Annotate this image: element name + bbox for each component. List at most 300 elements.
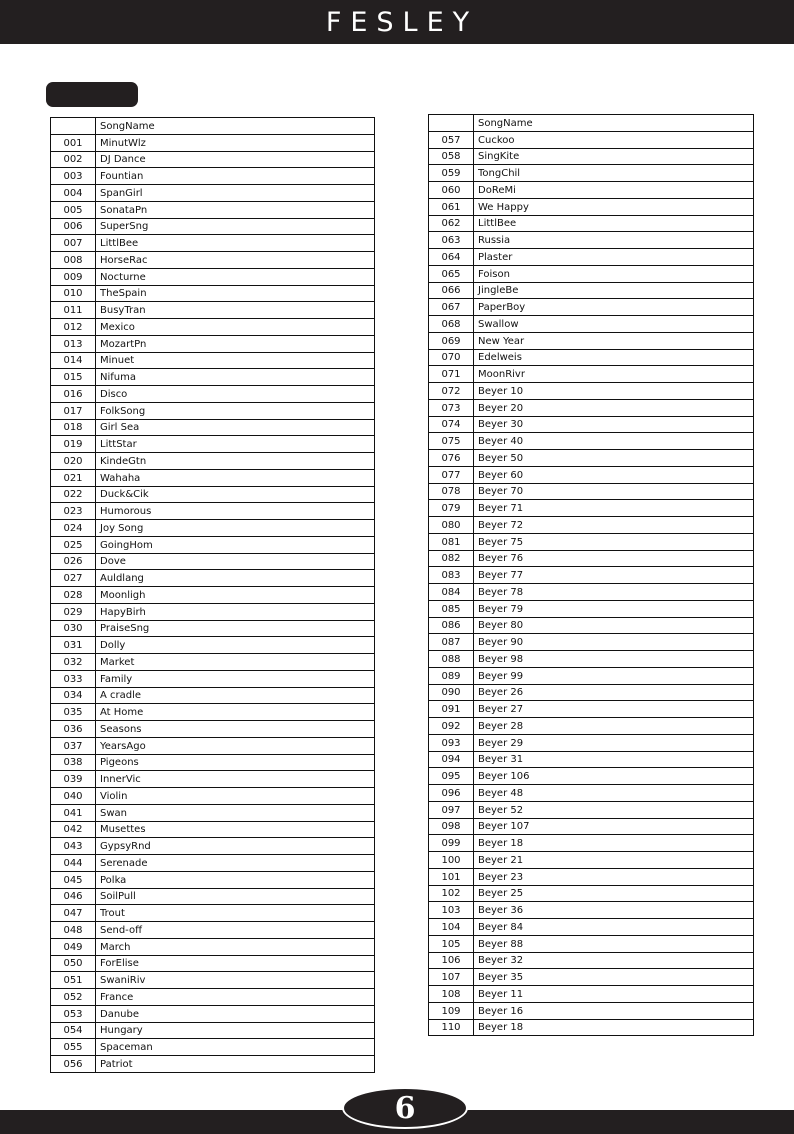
song-name-cell: Swan bbox=[96, 804, 375, 821]
table-row bbox=[429, 232, 754, 249]
song-name-cell: InnerVic bbox=[96, 771, 375, 788]
song-name-cell: New Year bbox=[474, 332, 754, 349]
table-row bbox=[51, 134, 375, 151]
table-row bbox=[429, 634, 754, 651]
table-row bbox=[429, 667, 754, 684]
song-number-cell: 100 bbox=[429, 852, 474, 869]
song-name-cell: HapyBirh bbox=[96, 603, 375, 620]
song-number-cell: 102 bbox=[429, 885, 474, 902]
song-number-cell: 032 bbox=[51, 654, 96, 671]
song-number-cell: 088 bbox=[429, 651, 474, 668]
song-number-cell: 055 bbox=[51, 1039, 96, 1056]
song-number-cell: 057 bbox=[429, 131, 474, 148]
song-name-cell: Beyer 21 bbox=[474, 852, 754, 869]
table-row bbox=[429, 533, 754, 550]
song-name-cell: LittlBee bbox=[474, 215, 754, 232]
song-name-cell: Beyer 16 bbox=[474, 1002, 754, 1019]
song-name-cell: Edelweis bbox=[474, 349, 754, 366]
table-row bbox=[51, 402, 375, 419]
song-name-cell: Joy Song bbox=[96, 520, 375, 537]
table-row bbox=[51, 185, 375, 202]
song-name-cell: SwaniRiv bbox=[96, 972, 375, 989]
song-number-cell: 107 bbox=[429, 969, 474, 986]
song-number-cell: 019 bbox=[51, 436, 96, 453]
song-number-cell: 110 bbox=[429, 1019, 474, 1036]
song-number-cell: 013 bbox=[51, 335, 96, 352]
song-name-cell: Beyer 50 bbox=[474, 450, 754, 467]
song-number-cell: 005 bbox=[51, 201, 96, 218]
song-name-cell: Hungary bbox=[96, 1022, 375, 1039]
song-name-cell: Beyer 76 bbox=[474, 550, 754, 567]
song-number-cell: 054 bbox=[51, 1022, 96, 1039]
song-number-cell: 073 bbox=[429, 399, 474, 416]
song-name-cell: DoReMi bbox=[474, 182, 754, 199]
song-name-cell: MinutWlz bbox=[96, 134, 375, 151]
table-row bbox=[51, 486, 375, 503]
song-number-cell: 082 bbox=[429, 550, 474, 567]
table-header-row bbox=[51, 118, 375, 135]
song-number-cell: 095 bbox=[429, 768, 474, 785]
table-row bbox=[429, 265, 754, 282]
table-row bbox=[429, 282, 754, 299]
table-row bbox=[51, 419, 375, 436]
song-number-cell: 061 bbox=[429, 198, 474, 215]
table-row bbox=[51, 888, 375, 905]
table-row bbox=[51, 972, 375, 989]
table-row bbox=[51, 637, 375, 654]
table-row bbox=[51, 721, 375, 738]
table-row bbox=[429, 316, 754, 333]
song-number-cell: 011 bbox=[51, 302, 96, 319]
song-name-cell: GoingHom bbox=[96, 536, 375, 553]
song-number-cell: 039 bbox=[51, 771, 96, 788]
song-name-cell: SonataPn bbox=[96, 201, 375, 218]
table-row bbox=[51, 804, 375, 821]
song-number-cell: 086 bbox=[429, 617, 474, 634]
song-name-cell: SoilPull bbox=[96, 888, 375, 905]
song-number-cell: 014 bbox=[51, 352, 96, 369]
song-list-table-right bbox=[428, 114, 754, 1036]
song-name-cell: YearsAgo bbox=[96, 737, 375, 754]
table-row bbox=[429, 249, 754, 266]
table-row bbox=[429, 868, 754, 885]
table-row bbox=[51, 989, 375, 1006]
table-row bbox=[51, 754, 375, 771]
song-number-cell: 077 bbox=[429, 466, 474, 483]
song-number-cell: 074 bbox=[429, 416, 474, 433]
table-row bbox=[51, 1039, 375, 1056]
song-name-cell: SpanGirl bbox=[96, 185, 375, 202]
table-row bbox=[51, 771, 375, 788]
song-name-cell: Dolly bbox=[96, 637, 375, 654]
song-name-cell: Swallow bbox=[474, 316, 754, 333]
song-name-cell: Foison bbox=[474, 265, 754, 282]
song-number-cell: 075 bbox=[429, 433, 474, 450]
song-number-cell: 079 bbox=[429, 500, 474, 517]
table-row bbox=[51, 603, 375, 620]
song-number-cell: 038 bbox=[51, 754, 96, 771]
song-name-cell: Beyer 18 bbox=[474, 835, 754, 852]
song-list-table-left bbox=[50, 117, 375, 1073]
table-row bbox=[51, 821, 375, 838]
table-row bbox=[51, 453, 375, 470]
song-number-cell: 010 bbox=[51, 285, 96, 302]
song-name-cell: Girl Sea bbox=[96, 419, 375, 436]
song-name-cell: France bbox=[96, 989, 375, 1006]
song-name-cell: Beyer 35 bbox=[474, 969, 754, 986]
song-name-cell: Beyer 27 bbox=[474, 701, 754, 718]
song-name-cell: Beyer 88 bbox=[474, 935, 754, 952]
table-row bbox=[429, 198, 754, 215]
page-number-badge bbox=[342, 1087, 468, 1129]
table-row bbox=[51, 955, 375, 972]
song-name-cell: Humorous bbox=[96, 503, 375, 520]
table-row bbox=[429, 785, 754, 802]
song-name-cell: Disco bbox=[96, 386, 375, 403]
song-name-cell: Mexico bbox=[96, 319, 375, 336]
song-number-cell: 018 bbox=[51, 419, 96, 436]
song-name-cell: MozartPn bbox=[96, 335, 375, 352]
song-name-cell: Beyer 84 bbox=[474, 919, 754, 936]
table-row bbox=[429, 584, 754, 601]
song-name-cell: Beyer 99 bbox=[474, 667, 754, 684]
song-name-cell: A cradle bbox=[96, 687, 375, 704]
song-number-cell: 089 bbox=[429, 667, 474, 684]
table-row bbox=[51, 168, 375, 185]
song-name-cell: Beyer 77 bbox=[474, 567, 754, 584]
table-row bbox=[429, 902, 754, 919]
brand-logo: FESLEY bbox=[325, 6, 479, 38]
table-row bbox=[429, 500, 754, 517]
header-number-cell bbox=[51, 118, 96, 135]
table-row bbox=[429, 986, 754, 1003]
table-row bbox=[429, 617, 754, 634]
song-name-cell: Beyer 48 bbox=[474, 785, 754, 802]
table-row bbox=[429, 852, 754, 869]
song-number-cell: 002 bbox=[51, 151, 96, 168]
song-number-cell: 025 bbox=[51, 536, 96, 553]
song-name-cell: Beyer 60 bbox=[474, 466, 754, 483]
song-number-cell: 098 bbox=[429, 818, 474, 835]
table-row bbox=[51, 855, 375, 872]
song-number-cell: 072 bbox=[429, 383, 474, 400]
table-row bbox=[51, 553, 375, 570]
table-row bbox=[429, 383, 754, 400]
song-number-cell: 017 bbox=[51, 402, 96, 419]
table-row bbox=[429, 215, 754, 232]
song-name-cell: Beyer 28 bbox=[474, 718, 754, 735]
song-name-cell: PraiseSng bbox=[96, 620, 375, 637]
song-name-cell: Duck&Cik bbox=[96, 486, 375, 503]
song-number-cell: 020 bbox=[51, 453, 96, 470]
song-name-cell: KindeGtn bbox=[96, 453, 375, 470]
table-row bbox=[429, 818, 754, 835]
song-number-cell: 035 bbox=[51, 704, 96, 721]
song-name-cell: FolkSong bbox=[96, 402, 375, 419]
song-number-cell: 023 bbox=[51, 503, 96, 520]
song-name-cell: Wahaha bbox=[96, 469, 375, 486]
song-name-cell: Beyer 40 bbox=[474, 433, 754, 450]
song-number-cell: 090 bbox=[429, 684, 474, 701]
table-row bbox=[51, 938, 375, 955]
song-name-cell: Plaster bbox=[474, 249, 754, 266]
song-name-cell: Beyer 80 bbox=[474, 617, 754, 634]
table-row bbox=[51, 536, 375, 553]
song-number-cell: 056 bbox=[51, 1056, 96, 1073]
table-row bbox=[51, 252, 375, 269]
table-row bbox=[429, 450, 754, 467]
table-row bbox=[429, 148, 754, 165]
table-row bbox=[51, 503, 375, 520]
song-number-cell: 041 bbox=[51, 804, 96, 821]
song-name-cell: Seasons bbox=[96, 721, 375, 738]
song-number-cell: 084 bbox=[429, 584, 474, 601]
table-row bbox=[429, 466, 754, 483]
song-number-cell: 048 bbox=[51, 922, 96, 939]
song-number-cell: 104 bbox=[429, 919, 474, 936]
song-name-cell: TheSpain bbox=[96, 285, 375, 302]
song-number-cell: 004 bbox=[51, 185, 96, 202]
song-number-cell: 050 bbox=[51, 955, 96, 972]
song-name-cell: BusyTran bbox=[96, 302, 375, 319]
song-number-cell: 063 bbox=[429, 232, 474, 249]
table-row bbox=[429, 801, 754, 818]
song-name-cell: JingleBe bbox=[474, 282, 754, 299]
table-row bbox=[51, 352, 375, 369]
song-number-cell: 024 bbox=[51, 520, 96, 537]
song-number-cell: 068 bbox=[429, 316, 474, 333]
song-number-cell: 070 bbox=[429, 349, 474, 366]
table-header-row bbox=[429, 115, 754, 132]
song-number-cell: 058 bbox=[429, 148, 474, 165]
song-name-cell: Auldlang bbox=[96, 570, 375, 587]
page-number: 6 bbox=[394, 1090, 416, 1126]
table-row bbox=[429, 651, 754, 668]
table-row bbox=[429, 751, 754, 768]
song-number-cell: 007 bbox=[51, 235, 96, 252]
table-row bbox=[51, 1005, 375, 1022]
table-row bbox=[429, 349, 754, 366]
table-row bbox=[429, 182, 754, 199]
song-name-cell: Beyer 36 bbox=[474, 902, 754, 919]
song-number-cell: 026 bbox=[51, 553, 96, 570]
section-label-pill bbox=[46, 82, 138, 107]
song-name-cell: DJ Dance bbox=[96, 151, 375, 168]
song-name-cell: Beyer 78 bbox=[474, 584, 754, 601]
song-name-cell: Beyer 23 bbox=[474, 868, 754, 885]
song-number-cell: 036 bbox=[51, 721, 96, 738]
song-number-cell: 067 bbox=[429, 299, 474, 316]
song-number-cell: 101 bbox=[429, 868, 474, 885]
song-number-cell: 052 bbox=[51, 989, 96, 1006]
table-row bbox=[429, 550, 754, 567]
table-row bbox=[429, 718, 754, 735]
song-number-cell: 022 bbox=[51, 486, 96, 503]
song-number-cell: 051 bbox=[51, 972, 96, 989]
table-row bbox=[429, 768, 754, 785]
table-row bbox=[429, 366, 754, 383]
song-number-cell: 006 bbox=[51, 218, 96, 235]
song-name-cell: March bbox=[96, 938, 375, 955]
song-number-cell: 046 bbox=[51, 888, 96, 905]
song-number-cell: 069 bbox=[429, 332, 474, 349]
song-number-cell: 053 bbox=[51, 1005, 96, 1022]
song-name-cell: Beyer 70 bbox=[474, 483, 754, 500]
song-name-cell: Beyer 30 bbox=[474, 416, 754, 433]
song-number-cell: 094 bbox=[429, 751, 474, 768]
header-songname-cell: SongName bbox=[96, 118, 375, 135]
song-name-cell: Polka bbox=[96, 871, 375, 888]
song-number-cell: 097 bbox=[429, 801, 474, 818]
song-name-cell: Beyer 107 bbox=[474, 818, 754, 835]
table-row bbox=[429, 835, 754, 852]
song-number-cell: 033 bbox=[51, 670, 96, 687]
table-row bbox=[429, 885, 754, 902]
song-number-cell: 044 bbox=[51, 855, 96, 872]
song-name-cell: Pigeons bbox=[96, 754, 375, 771]
song-name-cell: Beyer 98 bbox=[474, 651, 754, 668]
table-row bbox=[51, 654, 375, 671]
song-number-cell: 091 bbox=[429, 701, 474, 718]
table-row bbox=[51, 737, 375, 754]
table-row bbox=[429, 701, 754, 718]
table-row bbox=[429, 969, 754, 986]
table-row bbox=[51, 469, 375, 486]
song-number-cell: 109 bbox=[429, 1002, 474, 1019]
song-name-cell: Fountian bbox=[96, 168, 375, 185]
table-row bbox=[51, 587, 375, 604]
table-row bbox=[429, 517, 754, 534]
song-number-cell: 047 bbox=[51, 905, 96, 922]
song-number-cell: 093 bbox=[429, 734, 474, 751]
table-row bbox=[51, 871, 375, 888]
song-number-cell: 092 bbox=[429, 718, 474, 735]
song-name-cell: MoonRivr bbox=[474, 366, 754, 383]
song-number-cell: 066 bbox=[429, 282, 474, 299]
song-number-cell: 108 bbox=[429, 986, 474, 1003]
song-name-cell: Beyer 26 bbox=[474, 684, 754, 701]
song-name-cell: Send-off bbox=[96, 922, 375, 939]
song-name-cell: TongChil bbox=[474, 165, 754, 182]
song-name-cell: We Happy bbox=[474, 198, 754, 215]
song-name-cell: Beyer 18 bbox=[474, 1019, 754, 1036]
song-name-cell: Beyer 32 bbox=[474, 952, 754, 969]
song-name-cell: Musettes bbox=[96, 821, 375, 838]
song-number-cell: 096 bbox=[429, 785, 474, 802]
song-number-cell: 042 bbox=[51, 821, 96, 838]
table-row bbox=[51, 386, 375, 403]
table-row bbox=[51, 838, 375, 855]
header-songname-cell: SongName bbox=[474, 115, 754, 132]
song-name-cell: Beyer 25 bbox=[474, 885, 754, 902]
table-row bbox=[51, 319, 375, 336]
song-number-cell: 076 bbox=[429, 450, 474, 467]
table-row bbox=[51, 369, 375, 386]
song-name-cell: Beyer 29 bbox=[474, 734, 754, 751]
song-name-cell: Dove bbox=[96, 553, 375, 570]
table-row bbox=[51, 201, 375, 218]
song-number-cell: 016 bbox=[51, 386, 96, 403]
header-number-cell bbox=[429, 115, 474, 132]
header-bar bbox=[0, 0, 794, 44]
song-number-cell: 029 bbox=[51, 603, 96, 620]
table-row bbox=[429, 131, 754, 148]
table-row bbox=[51, 151, 375, 168]
table-row bbox=[51, 218, 375, 235]
song-number-cell: 003 bbox=[51, 168, 96, 185]
song-name-cell: Beyer 20 bbox=[474, 399, 754, 416]
song-name-cell: Beyer 52 bbox=[474, 801, 754, 818]
table-row bbox=[429, 935, 754, 952]
song-name-cell: Trout bbox=[96, 905, 375, 922]
song-number-cell: 105 bbox=[429, 935, 474, 952]
song-name-cell: ForElise bbox=[96, 955, 375, 972]
song-name-cell: Moonligh bbox=[96, 587, 375, 604]
table-row bbox=[51, 285, 375, 302]
song-number-cell: 106 bbox=[429, 952, 474, 969]
song-number-cell: 027 bbox=[51, 570, 96, 587]
song-name-cell: Spaceman bbox=[96, 1039, 375, 1056]
song-name-cell: Serenade bbox=[96, 855, 375, 872]
table-row bbox=[429, 299, 754, 316]
song-name-cell: Patriot bbox=[96, 1056, 375, 1073]
song-number-cell: 081 bbox=[429, 533, 474, 550]
table-row bbox=[51, 922, 375, 939]
song-number-cell: 040 bbox=[51, 788, 96, 805]
song-name-cell: Beyer 90 bbox=[474, 634, 754, 651]
song-name-cell: GypsyRnd bbox=[96, 838, 375, 855]
song-name-cell: Market bbox=[96, 654, 375, 671]
song-number-cell: 071 bbox=[429, 366, 474, 383]
table-row bbox=[51, 1022, 375, 1039]
song-number-cell: 009 bbox=[51, 268, 96, 285]
song-number-cell: 043 bbox=[51, 838, 96, 855]
song-name-cell: SingKite bbox=[474, 148, 754, 165]
song-number-cell: 078 bbox=[429, 483, 474, 500]
table-row bbox=[429, 1019, 754, 1036]
song-name-cell: Beyer 75 bbox=[474, 533, 754, 550]
song-number-cell: 087 bbox=[429, 634, 474, 651]
song-number-cell: 034 bbox=[51, 687, 96, 704]
song-name-cell: Beyer 71 bbox=[474, 500, 754, 517]
song-name-cell: Beyer 72 bbox=[474, 517, 754, 534]
song-name-cell: Violin bbox=[96, 788, 375, 805]
table-row bbox=[51, 268, 375, 285]
song-number-cell: 064 bbox=[429, 249, 474, 266]
song-name-cell: LittStar bbox=[96, 436, 375, 453]
song-name-cell: Russia bbox=[474, 232, 754, 249]
song-number-cell: 028 bbox=[51, 587, 96, 604]
song-name-cell: Nifuma bbox=[96, 369, 375, 386]
song-number-cell: 062 bbox=[429, 215, 474, 232]
song-number-cell: 045 bbox=[51, 871, 96, 888]
song-name-cell: PaperBoy bbox=[474, 299, 754, 316]
song-number-cell: 030 bbox=[51, 620, 96, 637]
table-row bbox=[51, 436, 375, 453]
table-row bbox=[51, 704, 375, 721]
song-name-cell: Beyer 106 bbox=[474, 768, 754, 785]
song-name-cell: Minuet bbox=[96, 352, 375, 369]
song-number-cell: 085 bbox=[429, 600, 474, 617]
song-name-cell: Danube bbox=[96, 1005, 375, 1022]
song-number-cell: 001 bbox=[51, 134, 96, 151]
table-row bbox=[429, 483, 754, 500]
song-name-cell: HorseRac bbox=[96, 252, 375, 269]
table-row bbox=[51, 235, 375, 252]
song-number-cell: 083 bbox=[429, 567, 474, 584]
table-row bbox=[429, 567, 754, 584]
table-row bbox=[51, 905, 375, 922]
